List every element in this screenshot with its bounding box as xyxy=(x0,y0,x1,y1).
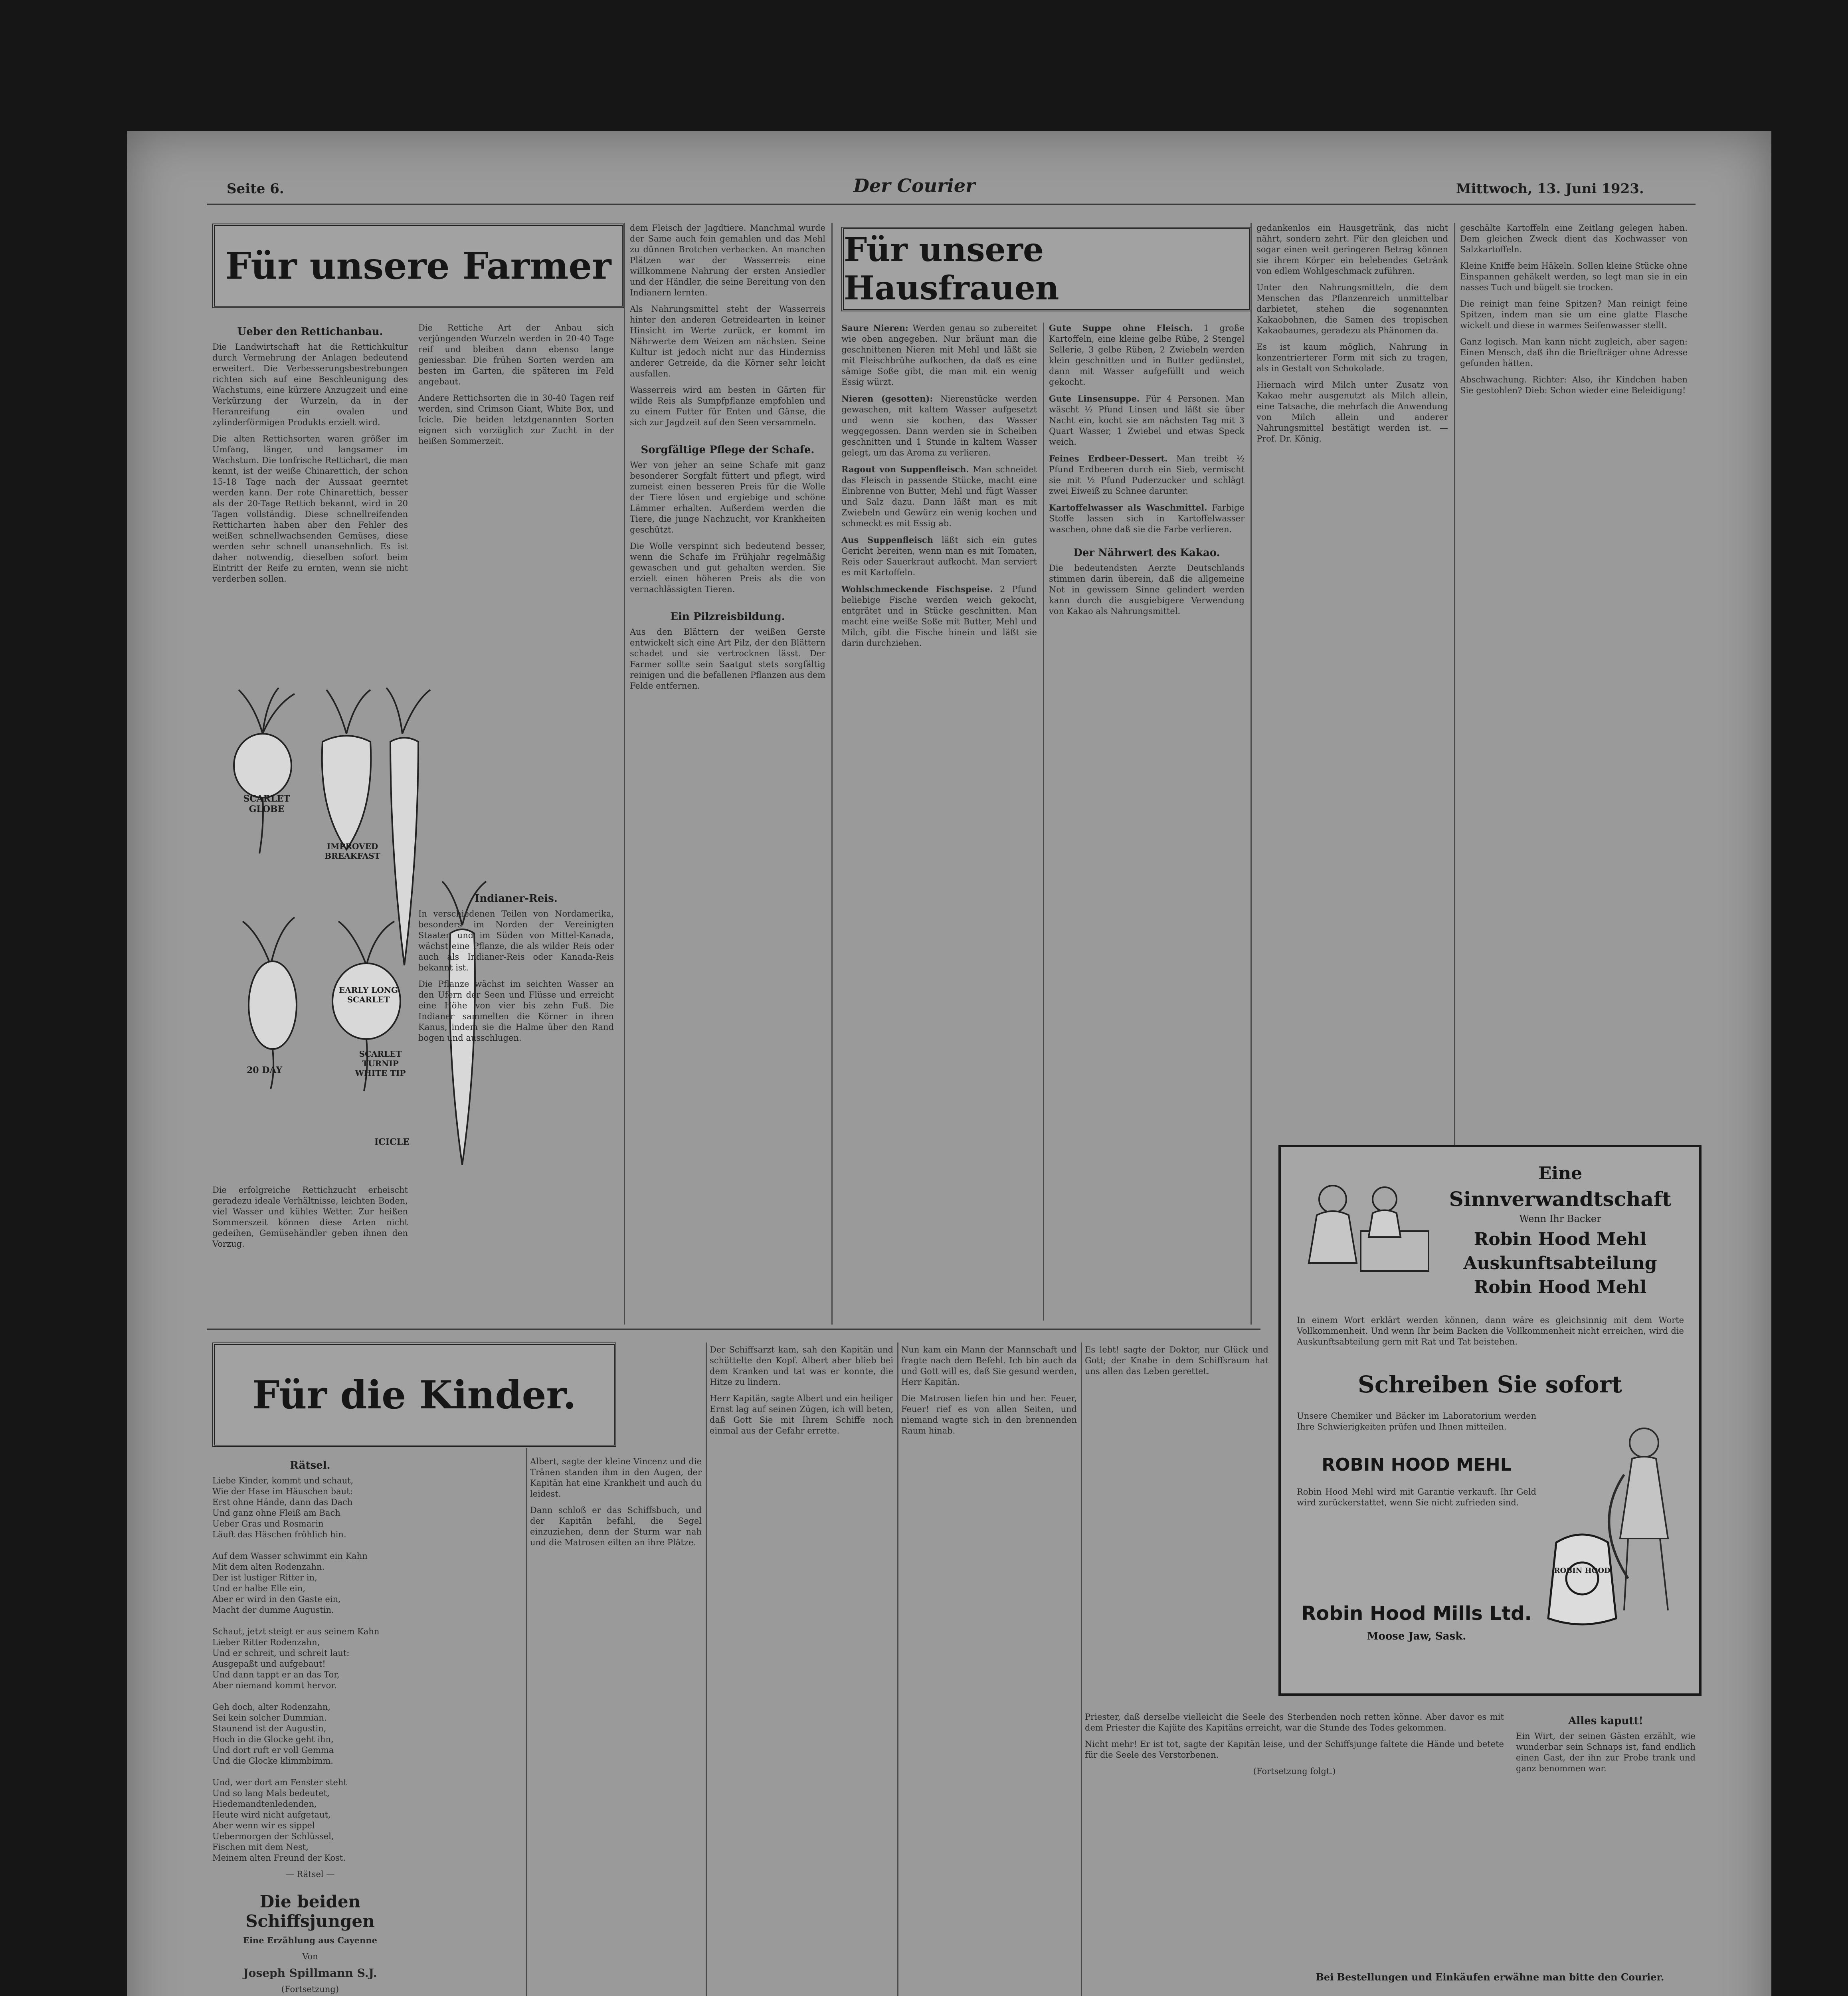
radish-paragraph: Die erfolgreiche Rettichzucht erheischt geradezu ideale Verhältnisse, leichten Boden, viel Wasser und kühles Wetter. Zur heißen Sommerszeit können diese Arten nicht gedeihen, Gemüsehändler geben ihnen den Vorzug. xyxy=(212,1185,408,1249)
poem-line: Staunend ist der Augustin, xyxy=(212,1724,326,1733)
kakao-paragraph: Hiernach wird Milch unter Zusatz von Kakao mehr ausgenutzt als Milch allein, eine Tatsache, die mehrfach die Anwendung von Milch allein und anderer Nahrungsmittel bestätigt werden ist. — Prof. Dr. König. xyxy=(1256,380,1448,444)
recipe xyxy=(841,464,1037,529)
recipe xyxy=(841,393,1037,458)
recipe-title: Ragout von Suppenfleisch. xyxy=(841,464,969,474)
poem-line: Aber niemand kommt hervor. xyxy=(212,1681,337,1690)
poem-line: Und so lang Mals bedeutet, xyxy=(212,1788,330,1798)
story-paragraph: Es lebt! sagte der Doktor, nur Glück und Gott; der Knabe in dem Schiffsraum hat uns allen das Leben gerettet. xyxy=(1085,1345,1268,1376)
poem-line: Ausgepaßt und aufgebaut! xyxy=(212,1659,326,1669)
recipe-title: Saure Nieren: xyxy=(841,323,908,333)
figure-label: SCARLET TURNIP WHITE TIP xyxy=(355,1049,406,1078)
kakao-paragraph: Es ist kaum möglich, Nahrung in konzentrierterer Form mit sich zu tragen, als in Gestalt von Schokolade. xyxy=(1256,342,1448,373)
recipe xyxy=(841,323,1037,388)
column-rule xyxy=(706,1343,707,1996)
robin-hood-advertisement xyxy=(1278,1145,1702,1696)
poem-line: Hiedemandtenledenden, xyxy=(212,1799,317,1809)
ad-mills: Robin Hood Mills Ltd. xyxy=(1301,1602,1532,1625)
recipe-text: läßt sich ein gutes Gericht bereiten, wenn man es mit Tomaten, Reis oder Sauerkraut aufkocht. Man serviert es mit Kartoffeln. xyxy=(841,535,1037,577)
recipe xyxy=(1049,502,1245,535)
recipe xyxy=(1049,393,1245,448)
poem-line: Liebe Kinder, kommt und schaut, xyxy=(212,1476,354,1485)
recipe xyxy=(1049,453,1245,497)
poem-line: Hoch in die Glocke geht ihn, xyxy=(212,1735,334,1744)
kakao-paragraph: Unter den Nahrungsmitteln, die dem Menschen das Pflanzenreich unmittelbar darbietet, stehen die sogenannten Kakaobohnen, die Samen des tropischen Kakaobaumes, geradezu als Phänomen da. xyxy=(1256,283,1448,335)
ad-call-to-action: Schreiben Sie sofort xyxy=(1357,1371,1622,1398)
kakao-paragraph: gedankenlos ein Hausgetränk, das nicht nährt, sondern zehrt. Für den gleichen und sogar einen weit geringeren Betrag können sie ihrem Körper ein belebendes Getränk von edlem Wohlgeschmack zuführen. xyxy=(1256,223,1448,276)
farmer-column-1b xyxy=(212,1185,408,1321)
alles-kaputt-title: Alles kaputt! xyxy=(1568,1715,1643,1727)
hint-paragraph: Ganz logisch. Man kann nicht zugleich, aber sagen: Einen Mensch, daß ihn die Briefträger ohne Adresse gefunden hätten. xyxy=(1460,337,1688,368)
poem-line: Fischen mit dem Nest, xyxy=(212,1842,309,1852)
indianer-reis-paragraph: In verschiedenen Teilen von Nordamerika, besonders im Norden der Vereinigten Staaten und im Süden von Mittel-Kanada, wächst eine Pflanze, die als wilder Reis oder auch als Indianer-Reis oder Kanada-Reis bekannt ist. xyxy=(418,909,614,972)
schafe-paragraph: Wer von jeher an seine Schafe mit ganz besonderer Sorgfalt füttert und pflegt, wird zumeist einen besseren Preis für die Wolle der Tiere lösen und ergiebige und schöne Lämmer erhalten. Außerdem werden die Tiere, die junge Nachzucht, vor Krankheiten geschützt. xyxy=(630,460,825,535)
radish-paragraph: Die Landwirtschaft hat die Rettichkultur durch Vermehrung der Anlagen bedeutend erweitert. Die Verbesserungsbestrebungen richten sich auf eine Beschleunigung des Wachstums, eine kürzere Anzugzeit und eine Verkürzung der Wurzeln, da in der Heranreifung ein ovalen und zylinderförmigen Produkts erzielt wird. xyxy=(212,342,408,427)
figure-label: IMPROVED BREAKFAST xyxy=(324,842,380,861)
recipe-text: Werden genau so zubereitet wie oben angegeben. Nur bräunt man die geschnittenen Nieren mit Mehl und läßt sie mit Fleischbrühe aufkochen, da daß es eine sämige Soße gibt, die man mit ein wenig Essig würzt. xyxy=(841,323,1037,387)
story-title: Die beiden Schiffsjungen xyxy=(245,1892,375,1931)
hausfrauen-heading: Für unsere Hausfrauen xyxy=(841,227,1251,311)
recipe-text: 2 Pfund beliebige Fische werden weich gekocht, entgrätet und in Stücke geschnitten. Man macht eine weiße Soße mit Butter, Mehl und Milch, gibt die Fische hinein und läßt sie darin durchziehen. xyxy=(841,584,1037,648)
hint-paragraph: geschälte Kartoffeln eine Zeitlang gelegen haben. Dem gleichen Zweck dient das Kochwasser von Salzkartoffeln. xyxy=(1460,223,1688,254)
ad-name-3: Robin Hood Mehl xyxy=(1474,1277,1647,1297)
section-rule xyxy=(207,1329,1260,1330)
pilz-paragraph: Aus den Blättern der weißen Gerste entwickelt sich eine Art Pilz, der den Blättern schadet und sie vertrocknen lässt. Der Farmer sollte sein Saatgut stets sorgfältig reinigen und die befallenen Pflanzen aus dem Felde entfernen. xyxy=(630,627,825,691)
alles-kaputt-paragraph: Ein Wirt, der seinen Gästen erzählt, wie wunderbar sein Schnaps ist, fand endlich einen Gast, der ihn zur Probe trank und ganz benommen war. xyxy=(1516,1731,1696,1773)
courier-notice: Bei Bestellungen und Einkäufen erwähne man bitte den Courier. xyxy=(1316,1971,1664,1983)
figure-label: ICICLE xyxy=(374,1137,410,1147)
recipe-title: Feines Erdbeer-Dessert. xyxy=(1049,453,1168,463)
kinder-column-1 xyxy=(212,1456,408,1996)
poem-line: Und die Glocke klimmbimm. xyxy=(212,1756,333,1766)
recipe-text: Man treibt ½ Pfund Erdbeeren durch ein Sieb, vermischt sie mit ½ Pfund Puderzucker und schlägt zwei Eiweiß zu Schnee darunter. xyxy=(1049,454,1245,496)
poem-line: Und dann tappt er an das Tor, xyxy=(212,1670,340,1679)
farmer-heading: Für unsere Farmer xyxy=(212,224,624,308)
story-paragraph: Die Matrosen liefen hin und her. Feuer, Feuer! rief es von allen Seiten, und niemand wagte sich in den brennenden Raum hinab. xyxy=(901,1394,1077,1436)
story-paragraph: Priester, daß derselbe vielleicht die Seele des Sterbenden noch retten könne. Aber davor es mit dem Priester die Kajüte des Kapitäns erreicht, war die Stunde des Todes gekommen. xyxy=(1085,1712,1504,1733)
page-number: Seite 6. xyxy=(227,181,284,197)
ad-title-2: Sinnverwandtschaft xyxy=(1449,1187,1672,1211)
figure-label: EARLY LONG SCARLET xyxy=(338,985,398,1004)
column-rule xyxy=(831,223,833,1325)
ad-title-1: Eine xyxy=(1538,1163,1583,1184)
flour-sack-label: ROBIN HOOD xyxy=(1554,1566,1611,1575)
kinder-column-4 xyxy=(901,1345,1077,1996)
story-paragraph: Dann schloß er das Schiffsbuch, und der Kapitän befahl, die Segel einzuziehen, denn der Sturm war nah und die Matrosen eilten an ihre Plätze. xyxy=(530,1505,702,1547)
poem-line: Lieber Ritter Rodenzahn, xyxy=(212,1638,320,1647)
radish-article-title: Ueber den Rettichanbau. xyxy=(237,326,383,338)
recipe-title: Aus Suppenfleisch xyxy=(841,535,933,545)
story-continued: (Fortsetzung) xyxy=(281,1984,339,1994)
poem-line: Und er halbe Elle ein, xyxy=(212,1584,305,1593)
poem-line: Ueber Gras und Rosmarin xyxy=(212,1519,324,1529)
column-rule xyxy=(526,1448,527,1996)
indianer-reis-title: Indianer-Reis. xyxy=(475,893,558,905)
column-rule xyxy=(1454,223,1455,1165)
story-subtitle: Eine Erzählung aus Cayenne xyxy=(243,1935,378,1945)
recipe-text: Man schneidet das Fleisch in passende Stücke, macht eine Einbrenne von Butter, Mehl und fügt Wasser und Salz dazu. Dann läßt man es mit Zwiebeln und Gewürz ein wenig kochen und schmeckt es mit Essig ab. xyxy=(841,465,1037,528)
masthead-rule xyxy=(207,204,1696,205)
poem xyxy=(212,1475,408,1863)
poem-line: Und er schreit, und schreit laut: xyxy=(212,1648,350,1658)
ad-name-2: Auskunftsabteilung xyxy=(1463,1253,1657,1273)
story-paragraph: Albert, sagte der kleine Vincenz und die Tränen standen ihm in den Augen, der Kapitän hat eine Krankheit und auch du leidest. xyxy=(530,1457,702,1499)
kinder-column-2 xyxy=(530,1456,702,1996)
poem-line: Meinem alten Freund der Kost. xyxy=(212,1853,346,1863)
pilz-title: Ein Pilzreisbildung. xyxy=(670,611,785,623)
ad-subtitle: Wenn Ihr Backer xyxy=(1519,1213,1601,1224)
ad-brand: ROBIN HOOD MEHL xyxy=(1322,1455,1512,1475)
issue-date: Mittwoch, 13. Juni 1923. xyxy=(1456,181,1644,197)
poem-line: Und dort ruft er voll Gemma xyxy=(212,1745,334,1755)
hint-paragraph: Abschwachung. Richter: Also, ihr Kindchen haben Sie gestohlen? Dieb: Schon wieder eine Beleidigung! xyxy=(1460,375,1688,395)
hausfrauen-column-2 xyxy=(1049,323,1245,1321)
ad-place: Moose Jaw, Sask. xyxy=(1367,1630,1466,1642)
kinder-column-6 xyxy=(1085,1712,1504,1996)
ad-name-1: Robin Hood Mehl xyxy=(1474,1229,1647,1249)
figure-label: 20 DAY xyxy=(247,1065,283,1075)
column-rule xyxy=(1081,1343,1082,1996)
ad-body: Robin Hood Mehl wird mit Garantie verkauft. Ihr Geld wird zurückerstattet, wenn Sie nicht zufrieden sind. xyxy=(1297,1487,1536,1507)
recipe-text: Farbige Stoffe lassen sich in Kartoffelwasser waschen, ohne daß sie die Farbe verlieren. xyxy=(1049,503,1245,534)
schafe-paragraph: Die Wolle verspinnt sich bedeutend besser, wenn die Schafe im Frühjahr regelmäßig gewaschen und gut gehalten werden. Sie erzielt einen höheren Preis als die von vernachlässigten Tieren. xyxy=(630,541,825,594)
column-rule xyxy=(1043,323,1044,1321)
poem-end: — Rätsel — xyxy=(285,1869,335,1879)
farmer-column-3 xyxy=(630,223,825,1325)
poem-line: Aber wenn wir es sippel xyxy=(212,1821,315,1830)
poem-title: Rätsel. xyxy=(290,1459,330,1471)
rice-paragraph: Als Nahrungsmittel steht der Wasserreis hinter den anderen Getreidearten in keiner Hinsicht im Werte zurück, er kommt im Nährwerte dem Weizen am nächsten. Seine Kultur ist jedoch nicht nur das Hinderniss anderer Getreide, da die Körner sehr leicht ausfallen. xyxy=(630,304,825,378)
ad-body: Unsere Chemiker und Bäcker im Laboratorium werden Ihre Schwierigkeiten prüfen und Ihnen mitteilen. xyxy=(1297,1411,1536,1432)
ad-body: In einem Wort erklärt werden können, dann wäre es gleichsinnig mit dem Worte Vollkommenheit. Und wenn Ihr beim Backen die Vollkommenheit nicht erreichen, wird die Auskunftsabteilung gern mit Rat und Tat beistehen. xyxy=(1297,1315,1684,1347)
radish-paragraph: Die Rettiche Art der Anbau sich verjüngenden Wurzeln werden in 20-40 Tage reif und bleiben dann ebenso lange geniessbar. Die frühen Sorten werden am besten im Garten, die späteren im Feld angebaut. xyxy=(418,323,614,386)
farmer-column-2b xyxy=(418,889,614,1321)
poem-line: Erst ohne Hände, dann das Dach xyxy=(212,1497,353,1507)
column-rule xyxy=(624,223,625,1325)
poem-line: Und ganz ohne Fleiß am Bach xyxy=(212,1508,340,1518)
kakao-paragraph: Die bedeutendsten Aerzte Deutschlands stimmen darin überein, daß die allgemeine Not in gewissem Sinne gelindert werden kann durch die ausgiebigere Verwendung von Kakao als Nahrungsmittel. xyxy=(1049,563,1245,616)
figure-label: SCARLET GLOBE xyxy=(243,794,290,814)
story-author: Joseph Spillmann S.J. xyxy=(243,1966,377,1980)
poem-line: Uebermorgen der Schlüssel, xyxy=(212,1832,334,1841)
recipe-title: Gute Suppe ohne Fleisch. xyxy=(1049,323,1193,333)
recipe xyxy=(841,535,1037,578)
poem-line: Mit dem alten Rodenzahn. xyxy=(212,1562,325,1572)
hint-paragraph: Kleine Kniffe beim Häkeln. Sollen kleine Stücke ohne Einspannen gehäkelt werden, so legt man sie in ein nasses Tuch und bügelt sie trocken. xyxy=(1460,261,1688,292)
recipe-text: 1 große Kartoffeln, eine kleine gelbe Rübe, 2 Stengel Sellerie, 3 gelbe Rüben, 2 Zwiebeln werden klein geschnitten und in Butter gedünstet, dann mit Wasser aufgefüllt und weich gekocht. xyxy=(1049,323,1245,387)
recipe xyxy=(1049,323,1245,388)
poem-line: Geh doch, alter Rodenzahn, xyxy=(212,1702,331,1712)
newspaper-title: Der Courier xyxy=(853,175,975,196)
poem-line: Läuft das Häschen fröhlich hin. xyxy=(212,1530,346,1539)
rice-paragraph: dem Fleisch der Jagdtiere. Manchmal wurde der Same auch fein gemahlen und das Mehl zu dünnen Brotchen verbacken. An manchen Plätzen war der Wasserreis eine willkommene Nahrung der ersten Ansiedler und der Händler, die seine Bereitung von den Indianern lernten. xyxy=(630,223,825,297)
kinder-heading: Für die Kinder. xyxy=(212,1343,616,1447)
story-paragraph: Der Schiffsarzt kam, sah den Kapitän und schüttelte den Kopf. Albert aber blieb bei dem Kranken und tat was er konnte, die Hitze zu lindern. xyxy=(710,1345,893,1387)
hausfrauen-column-3 xyxy=(1256,223,1448,1165)
newspaper-page xyxy=(127,131,1771,1996)
schafe-title: Sorgfältige Pflege der Schafe. xyxy=(641,444,815,456)
poem-line: Macht der dumme Augustin. xyxy=(212,1605,334,1615)
hints-column xyxy=(1460,223,1688,1165)
bakery-scene-illustration xyxy=(1293,1171,1436,1291)
poem-line xyxy=(212,1766,408,1777)
farmer-column-2 xyxy=(418,323,614,730)
flour-sack-icon xyxy=(1544,1531,1620,1626)
radish-paragraph: Die alten Rettichsorten waren größer im Umfang, länger, und langsamer im Wachstum. Die tonfrische Rettichart, die man kennt, ist der weiße Chinarettich, der schon 15-18 Tage nach der Aussaat geerntet werden kann. Der rote Chinarettich, besser als der 20-Tage Rettich bekannt, wird in 20 Tagen vollständig. Diese schnellreifenden Retticharten haben aber den Fehler des weißen schnellwachsenden Gemüses, diese werden sehr schnell unansehnlich. Es ist daher notwendig, dieselben sofort beim Eintritt der Reife zu ernten, wenn sie nicht verderben sollen. xyxy=(212,434,408,584)
rice-paragraph: Wasserreis wird am besten in Gärten für wilde Reis als Sumpfpflanze empfohlen und zu einem Futter für Enten und Gänse, die sich zur Jagdzeit auf den Seen versammeln. xyxy=(630,385,825,427)
recipe-title: Kartoffelwasser als Waschmittel. xyxy=(1049,503,1207,513)
poem-line: Wie der Hase im Häuschen baut: xyxy=(212,1487,353,1496)
hint-paragraph: Die reinigt man feine Spitzen? Man reinigt feine Spitzen, indem man sie um eine glatte Flasche wickelt und diese in warmes Seifenwasser stellt. xyxy=(1460,299,1688,330)
recipe-title: Wohlschmeckende Fischspeise. xyxy=(841,584,993,594)
poem-line xyxy=(212,1691,408,1702)
recipe xyxy=(841,584,1037,649)
recipe-title: Nieren (gesotten): xyxy=(841,394,933,404)
poem-line: Sei kein solcher Dummian. xyxy=(212,1713,327,1723)
recipe-text: Für 4 Personen. Man wäscht ½ Pfund Linsen und läßt sie über Nacht ein, kocht sie am nächsten Tag mit 3 Quart Wasser, 1 Zwiebel und etwas Speck weich. xyxy=(1049,394,1245,447)
poem-line xyxy=(212,1540,408,1551)
story-to-be-continued: (Fortsetzung folgt.) xyxy=(1253,1766,1336,1776)
poem-line xyxy=(212,1616,408,1626)
story-paragraph: Herr Kapitän, sagte Albert und ein heiliger Ernst lag auf seinen Zügen, ich will beten, daß Gott Sie mit Ihrem Schiffe noch einmal aus der Gefahr errette. xyxy=(710,1394,893,1436)
story-paragraph: Nun kam ein Mann der Mannschaft und fragte nach dem Befehl. Ich bin auch da und Gott will es, daß Sie gesund werden, Herr Kapitän. xyxy=(901,1345,1077,1387)
story-by: Von xyxy=(302,1952,318,1961)
alles-kaputt-column xyxy=(1516,1712,1696,1996)
poem-line: Aber er wird in den Gaste ein, xyxy=(212,1594,341,1604)
radish-paragraph: Andere Rettichsorten die in 30-40 Tagen reif werden, sind Crimson Giant, White Box, und Icicle. Die beiden letztgenannten Sorten eignen sich vorzüglich zur Zucht in der heißen Sommerzeit. xyxy=(418,393,614,446)
poem-line: Heute wird nicht aufgetaut, xyxy=(212,1810,331,1820)
poem-line: Und, wer dort am Fenster steht xyxy=(212,1778,347,1787)
hausfrauen-column-1 xyxy=(841,323,1037,1321)
kakao-title: Der Nährwert des Kakao. xyxy=(1073,547,1220,559)
kinder-column-3 xyxy=(710,1345,893,1996)
recipe-title: Gute Linsensuppe. xyxy=(1049,394,1140,404)
poem-line: Auf dem Wasser schwimmt ein Kahn xyxy=(212,1551,368,1561)
poem-line: Der ist lustiger Ritter in, xyxy=(212,1573,317,1582)
column-rule xyxy=(1250,223,1252,1325)
story-paragraph: Nicht mehr! Er ist tot, sagte der Kapitän leise, und der Schiffsjunge faltete die Hände und betete für die Seele des Verstorbenen. xyxy=(1085,1739,1504,1760)
recipe-text: Nierenstücke werden gewaschen, mit kaltem Wasser aufgesetzt und wenn sie kochen, das Wasser weggegossen. Dann werden sie in Scheiben geschnitten und 1 Stunde in kaltem Wasser gelegt, um das Aroma zu verlieren. xyxy=(841,394,1037,457)
indianer-reis-paragraph: Die Pflanze wächst im seichten Wasser an den Ufern der Seen und Flüsse und erreicht eine Höhe von vier bis zehn Fuß. Die Indianer sammelten die Körner in ihren Kanus, indem sie die Halme über den Rand bogen und ausschlugen. xyxy=(418,979,614,1043)
column-rule xyxy=(897,1343,898,1996)
poem-line: Schaut, jetzt steigt er aus seinem Kahn xyxy=(212,1627,380,1636)
